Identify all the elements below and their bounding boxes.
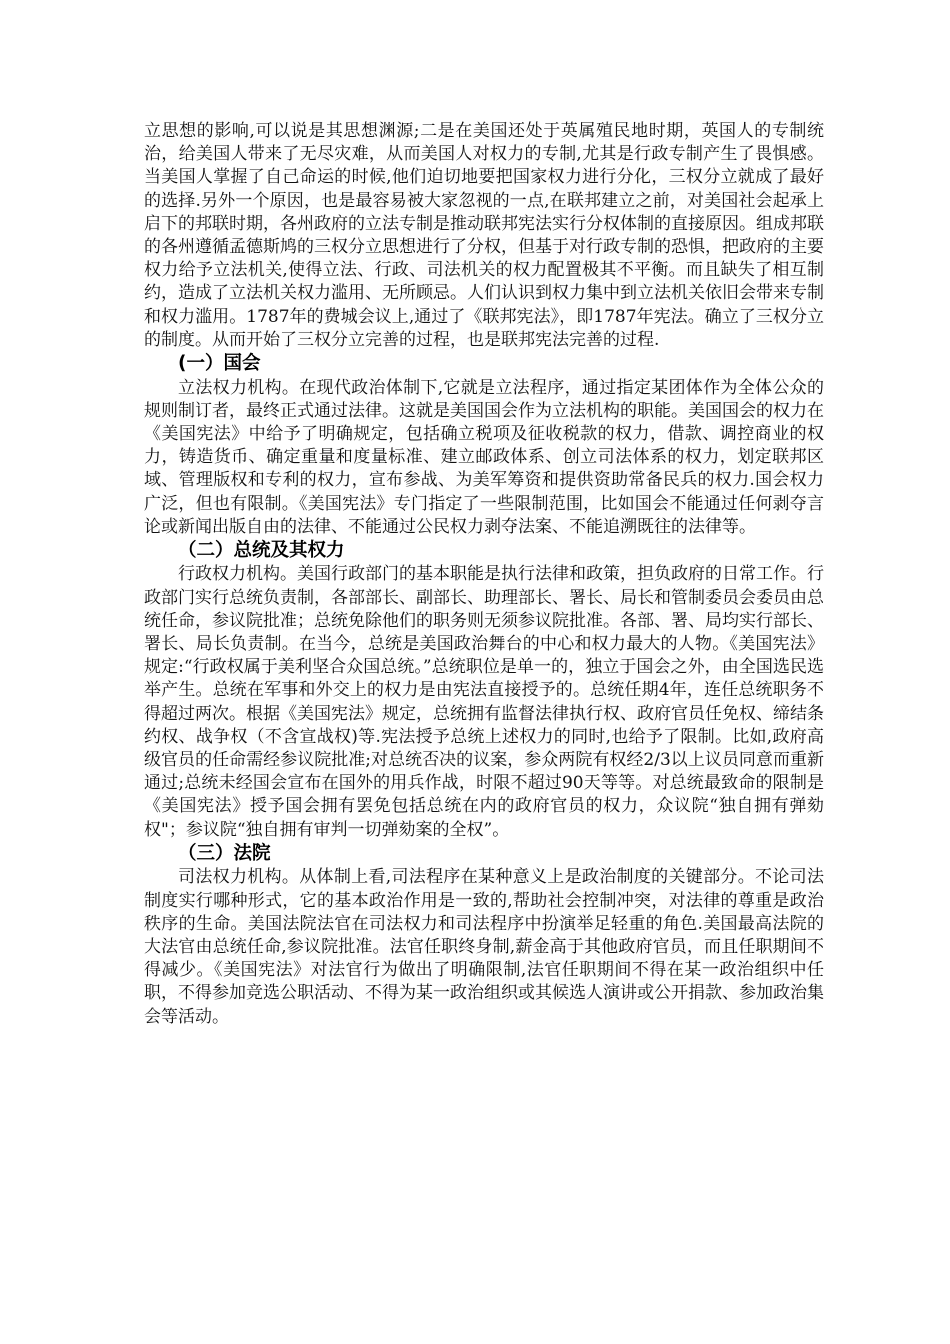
- section-heading-congress: (一）国会: [178, 353, 261, 375]
- section-body-president: 行政权力机构。美国行政部门的基本职能是执行法律和政策，担负政府的日常工作。行政部门实行总统负责制，各部部长、副部长、助理部长、署长、局长和管制委员会委员由总统任命，参议院批准；总统免除他们的职务则无须参议院批准。各部、署、局均实行部长、署长、局长负责制。在当今，总统是美国政治舞台的中心和权力最大的人物。《美国宪法》规定:“行政权属于美利坚合众国总统。”总统职位是单一的，独立于国会之外，由全国选民选举产生。总统在军事和外交上的权力是由宪法直接授予的。总统任期4年，连任总统职务不得超过两次。根据《美国宪法》规定，总统拥有监督法律执行权、政府官员任免权、缔结条约权、战争权（不含宣战权)等.宪法授予总统上述权力的同时,也给予了限制。比如,政府高级官员的任命需经参议院批准;对总统否决的议案，参众两院有权经2/3以上议员同意而重新通过;总统未经国会宣布在国外的用兵作战，时限不超过90天等等。对总统最致命的限制是《美国宪法》授予国会拥有罢免包括总统在内的政府官员的权力，众议院“独自拥有弹劾权"；参议院“独自拥有审判一切弹劾案的全权”。: [144, 564, 824, 840]
- section-heading-president: （二）总统及其权力: [178, 539, 345, 561]
- section-body-congress: 立法权力机构。在现代政治体制下,它就是立法程序，通过指定某团体作为全体公众的规则制订者，最终正式通过法律。这就是美国国会作为立法机构的职能。美国国会的权力在《美国宪法》中给予了明确规定，包括确立税项及征收税款的权力，借款、调控商业的权力，铸造货币、确定重量和度量标准、建立邮政体系、创立司法体系的权力，划定联邦区域、管理版权和专利的权力，宣布参战、为美军筹资和提供资助常备民兵的权力.国会权力广泛，但也有限制。《美国宪法》专门指定了一些限制范围，比如国会不能通过任何剥夺言论或新闻出版自由的法律、不能通过公民权力剥夺法案、不能追溯既往的法律等。: [144, 377, 824, 537]
- document-page: [144, 120, 824, 1029]
- section-heading-courts: （三）法院: [178, 842, 271, 864]
- intro-paragraph: 立思想的影响,可以说是其思想渊源;二是在美国还处于英属殖民地时期，英国人的专制统治，给美国人带来了无尽灾难，从而美国人对权力的专制,尤其是行政专制产生了畏惧感。当美国人掌握了自己命运的时候,他们迫切地要把国家权力进行分化，三权分立就成了最好的选择.另外一个原因，也是最容易被大家忽视的一点,在联邦建立之前，对美国社会起承上启下的邦联时期，各州政府的立法专制是推动联邦宪法实行分权体制的直接原因。组成邦联的各州遵循孟德斯鸠的三权分立思想进行了分权，但基于对行政专制的恐惧，把政府的主要权力给予立法机关,使得立法、行政、司法机关的权力配置极其不平衡。而且缺失了相互制约，造成了立法机关权力滥用、无所顾忌。人们认识到权力集中到立法机关依旧会带来专制和权力滥用。1787年的费城会议上,通过了《联邦宪法》，即1787年宪法。确立了三权分立的制度。从而开始了三权分立完善的过程，也是联邦宪法完善的过程.: [144, 121, 824, 350]
- section-body-courts: 司法权力机构。从体制上看,司法程序在某种意义上是政治制度的关键部分。不论司法制度实行哪种形式，它的基本政治作用是一致的,帮助社会控制冲突，对法律的尊重是政治秩序的生命。美国法院法官在司法权力和司法程序中扮演举足轻重的角色.美国最高法院的大法官由总统任命,参议院批准。法官任职终身制,薪金高于其他政府官员，而且任职期间不得减少。《美国宪法》对法官行为做出了明确限制,法官任职期间不得在某一政治组织中任职，不得参加竞选公职活动、不得为某一政治组织或其候选人演讲或公开捐款、参加政治集会等活动。: [144, 867, 824, 1027]
